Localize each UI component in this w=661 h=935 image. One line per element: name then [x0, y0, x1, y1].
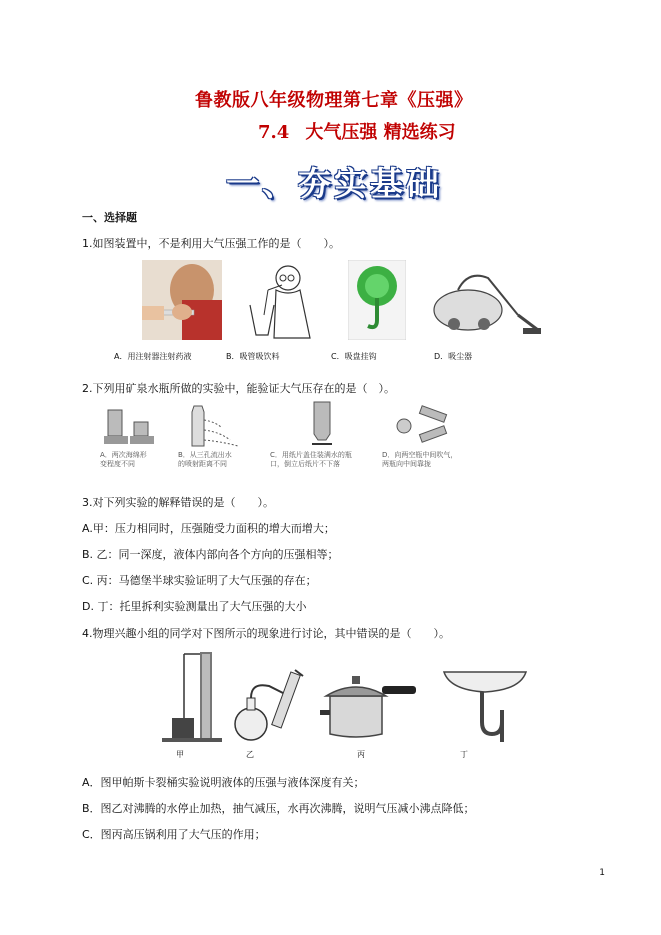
- q4-label-yi: 乙: [246, 750, 254, 759]
- q1-stem: 1.如图装置中，不是利用大气压强工作的是（ ）。: [82, 237, 340, 250]
- bottles-sponge-illustration: [100, 402, 160, 448]
- q3-option-a: A.甲：压力相同时，压强随受力面积的增大而增大；: [82, 522, 335, 535]
- q4-image-jia: [158, 650, 228, 746]
- q1-image-straw: [240, 260, 320, 340]
- part-heading: 一、选择题: [82, 211, 137, 224]
- q2-caption-a-line1: A．两次海绵形: [100, 451, 147, 459]
- q2-caption-c-line2: 口，倒立后纸片不下落: [270, 460, 340, 468]
- sink-trap-illustration: [440, 662, 530, 744]
- blowing-bottles-illustration: [392, 402, 452, 448]
- q2-image-c: [302, 400, 342, 448]
- banner-heading: 一、夯实基础: [226, 164, 442, 203]
- q4-image-ding: [440, 662, 530, 744]
- q1-option-a: A．用注射器注射药液: [114, 352, 192, 361]
- bottle-holes-illustration: [182, 402, 242, 448]
- flask-pump-illustration: [233, 668, 308, 744]
- q1-option-c: C．吸盘挂钩: [331, 352, 377, 361]
- straw-illustration: [240, 260, 320, 340]
- pressure-cooker-illustration: [320, 670, 420, 740]
- q3-option-b: B. 乙：同一深度，液体内部向各个方向的压强相等；: [82, 548, 339, 561]
- q1-image-suction-hook: [348, 260, 406, 340]
- q4-label-bing: 丙: [357, 750, 365, 759]
- q2-caption-d-line2: 两瓶向中间靠拢: [382, 460, 431, 468]
- vacuum-illustration: [428, 260, 543, 340]
- q3-stem: 3.对下列实验的解释错误的是（ ）。: [82, 496, 274, 509]
- q4-label-ding: 丁: [460, 750, 468, 759]
- section-number: 7.4: [258, 122, 290, 143]
- q2-caption-b-line1: B．从三孔流出水: [178, 451, 232, 459]
- q2-image-b: [182, 402, 242, 448]
- q1-option-d: D．吸尘器: [434, 352, 473, 361]
- q2-image-a: [100, 402, 160, 448]
- q2-image-d: [392, 402, 452, 448]
- q2-stem: 2.下列用矿泉水瓶所做的实验中，能验证大气压存在的是（ ）。: [82, 382, 395, 395]
- q2-caption-a: [100, 451, 147, 469]
- q4-image-bing: [320, 670, 420, 740]
- q2-caption-c-line1: C．用纸片盖住装满水的瓶: [270, 451, 352, 459]
- q4-option-a: A．图甲帕斯卡裂桶实验说明液体的压强与液体深度有关；: [82, 776, 365, 789]
- q4-option-b: B．图乙对沸腾的水停止加热，抽气减压，水再次沸腾，说明气压减小沸点降低；: [82, 802, 475, 815]
- suction-hook-illustration: [348, 260, 406, 340]
- q3-option-c: C. 丙：马德堡半球实验证明了大气压强的存在；: [82, 574, 317, 587]
- q2-caption-c: [270, 451, 352, 469]
- q4-image-yi: [233, 668, 308, 744]
- q4-stem: 4.物理兴趣小组的同学对下图所示的现象进行讨论，其中错误的是（ ）。: [82, 627, 450, 640]
- pascal-barrel-illustration: [158, 650, 228, 746]
- q2-caption-d-line1: D．向两空瓶中间吹气，: [382, 451, 458, 459]
- document-title: 鲁教版八年级物理第七章《压强》: [195, 90, 473, 111]
- q1-image-vacuum: [428, 260, 543, 340]
- inverted-bottle-illustration: [302, 400, 342, 448]
- injection-illustration: [142, 260, 222, 340]
- q2-caption-b: [178, 451, 232, 469]
- q1-image-injection: [142, 260, 222, 340]
- q4-option-c: C．图丙高压锅利用了大气压的作用；: [82, 828, 266, 841]
- section-title: [258, 118, 456, 144]
- q4-label-jia: 甲: [176, 750, 184, 759]
- section-name: 大气压强 精选练习: [305, 122, 456, 143]
- q2-caption-d: [382, 451, 457, 469]
- page-number: 1: [599, 868, 605, 878]
- q1-option-b: B．吸管吸饮料: [226, 352, 280, 361]
- q2-caption-b-line2: 的喷射距离不同: [178, 460, 227, 468]
- q3-option-d: D. 丁：托里拆利实验测量出了大气压强的大小: [82, 600, 307, 613]
- q2-caption-a-line2: 变程度不同: [100, 460, 135, 468]
